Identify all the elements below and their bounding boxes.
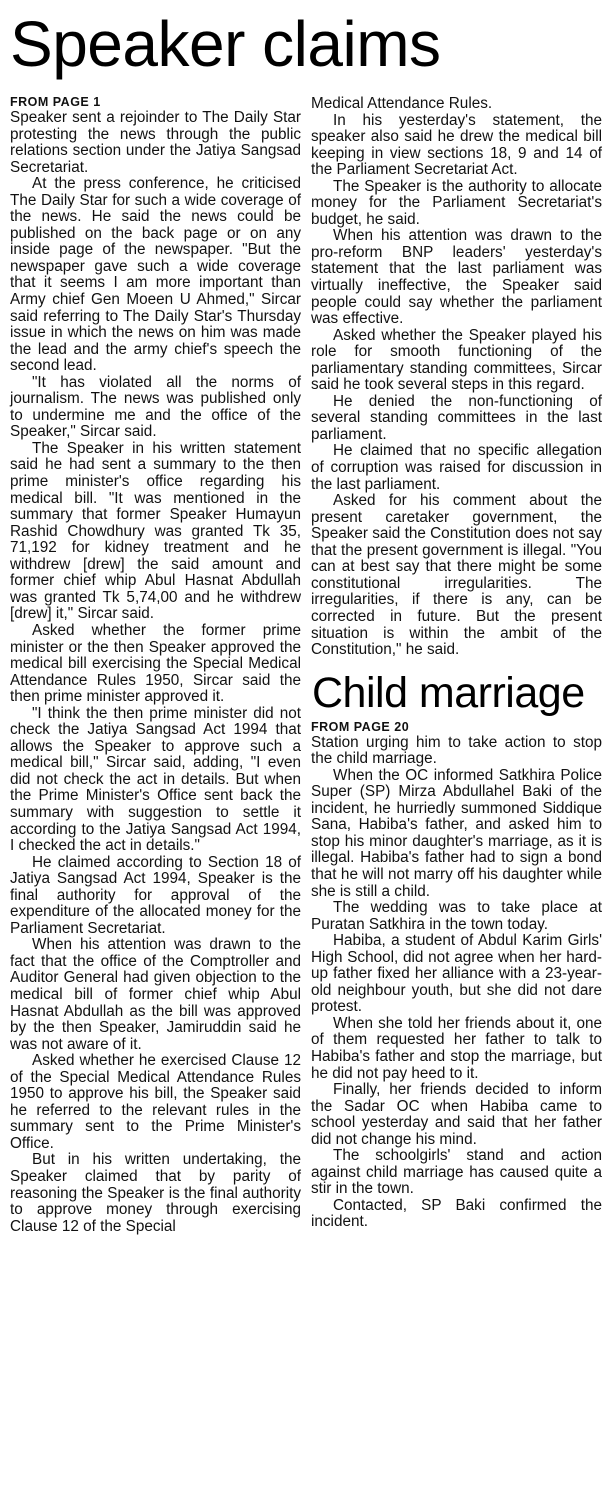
paragraph: Asked whether the Speaker played his role for smooth functioning of the parliamentary standing committees, Sircar said he took several steps in this regard. [311, 326, 602, 394]
headline-child-marriage: Child marriage [312, 668, 585, 717]
kicker-from-page-20: FROM PAGE 20 [311, 719, 410, 734]
paragraph: He claimed according to Section 18 of Jatiya Sangsad Act 1994, Speaker is the final authority for approval of the expenditure of the allocated money for the Parliament Secretariat. [10, 853, 301, 937]
kicker-from-page-1: FROM PAGE 1 [10, 95, 101, 109]
headline-speaker-claims: Speaker claims [10, 8, 441, 80]
paragraph: The wedding was to take place at Puratan Satkhira in the town today. [311, 899, 602, 933]
paragraph: When she told her friends about it, one of them requested her father to talk to Habiba's father and stop the marriage, but he did not pay heed to it. [311, 1014, 602, 1082]
paragraph: Contacted, SP Baki confirmed the incident. [311, 1196, 602, 1231]
paragraph: The schoolgirls' stand and action against child marriage has caused quite a stir in the town. [311, 1147, 602, 1198]
paragraph: "I think the then prime minister did not check the Jatiya Sangsad Act 1994 that allows the Speaker to approve such a medical bill," Sircar said, adding, "I even did not check the act in details. But when the Prime Minister's Office sent back the summary with suggestion to settle it according to the Jatiya Sangsad Act 1994, I checked the act in details." [10, 704, 301, 855]
paragraph: In his yesterday's statement, the speaker also said he drew the medical bill keeping in view sections 18, 9 and 14 of the Parliament Secretariat Act. [311, 111, 602, 179]
paragraph: The Speaker is the authority to allocate money for the Parliament Secretariat's budget, he said. [311, 177, 602, 228]
paragraph: When the OC informed Satkhira Police Super (SP) Mirza Abdullahel Baki of the incident, he hurriedly summoned Siddique Sana, Habiba's father, and asked him to stop his minor daughter's marriage, as it is illegal. Habiba's father had to sign a bond that he will not marry off his daughter while she is still a child. [311, 766, 602, 900]
paragraph: "It has violated all the norms of journalism. The news was published only to undermine me and the office of the Speaker," Sircar said. [10, 373, 301, 441]
paragraph: Asked whether the former prime minister or the then Speaker approved the medical bill exercising the Special Medical Attendance Rules 1950, Sircar said the then prime minister approved it. [10, 621, 301, 706]
paragraph: Medical Attendance Rules. [311, 95, 493, 112]
paragraph: Habiba, a student of Abdul Karim Girls' High School, did not agree when her hard-up father fixed her alliance with a 23-year-old neighbour youth, but she did not dare protest. [311, 932, 602, 1016]
paragraph: When his attention was drawn to the pro-reform BNP leaders' yesterday's statement that the last parliament was virtually ineffective, the Speaker said people could say whether the parliament was effective. [311, 227, 602, 328]
paragraph: He denied the non-functioning of several standing committees in the last parliament. [311, 392, 602, 443]
right-column [311, 96, 602, 1231]
paragraph: At the press conference, he criticised The Daily Star for such a wide coverage of the news. He said the news could be published on the back page or on any inside page of the newspaper. "But the newspaper gave such a wide coverage that it seems I am more important than Army chief Gen Moeen U Ahmed," Sircar said referring to The Daily Star's Thursday issue in which the news on him was made the lead and the army chief's speech the second lead. [10, 175, 301, 375]
paragraph: Station urging him to take action to stop the child marriage. [311, 733, 602, 768]
paragraph: Speaker sent a rejoinder to The Daily Star protesting the news through the public relations section under the Jatiya Sangsad Secretariat. [10, 109, 301, 176]
paragraph: But in his written undertaking, the Speaker claimed that by parity of reasoning the Speaker is the final authority to approve money through exercising Clause 12 of the Special [10, 1151, 301, 1235]
paragraph: The Speaker in his written statement said he had sent a summary to the then prime minister's office regarding his medical bill. "It was mentioned in the summary that former Speaker Humayun Rashid Chowdhury was granted Tk 35, 71,192 for kidney treatment and he withdrew [drew] the said amount and former chief whip Abul Hasnat Abdullah was granted Tk 5,74,00 and he withdrew [drew] it," Sircar said. [10, 439, 301, 623]
paragraph: He claimed that no specific allegation of corruption was raised for discussion in the last parliament. [311, 442, 602, 493]
paragraph: Asked whether he exercised Clause 12 of the Special Medical Attendance Rules 1950 to approve his bill, the Speaker said he referred to the relevant rules in the summary sent to the Prime Minister's Office. [10, 1052, 301, 1152]
paragraph: Asked for his comment about the present caretaker government, the Speaker said the Constitution does not say that the present government is illegal. "You can at best say that there might be some constitutional irregularities. The irregularities, if there is any, can be corrected in future. But the present situation is within the ambit of the Constitution," he said. [311, 492, 602, 659]
left-column [10, 96, 301, 1235]
paragraph: Finally, her friends decided to inform the Sadar OC when Habiba came to school yesterday and said that her father did not change his mind. [311, 1081, 602, 1148]
paragraph: When his attention was drawn to the fact that the office of the Comptroller and Auditor General had given objection to the medical bill of former chief whip Abul Hasnat Abdullah as the bill was approved by the then Speaker, Jamiruddin said he was not aware of it. [10, 936, 301, 1053]
